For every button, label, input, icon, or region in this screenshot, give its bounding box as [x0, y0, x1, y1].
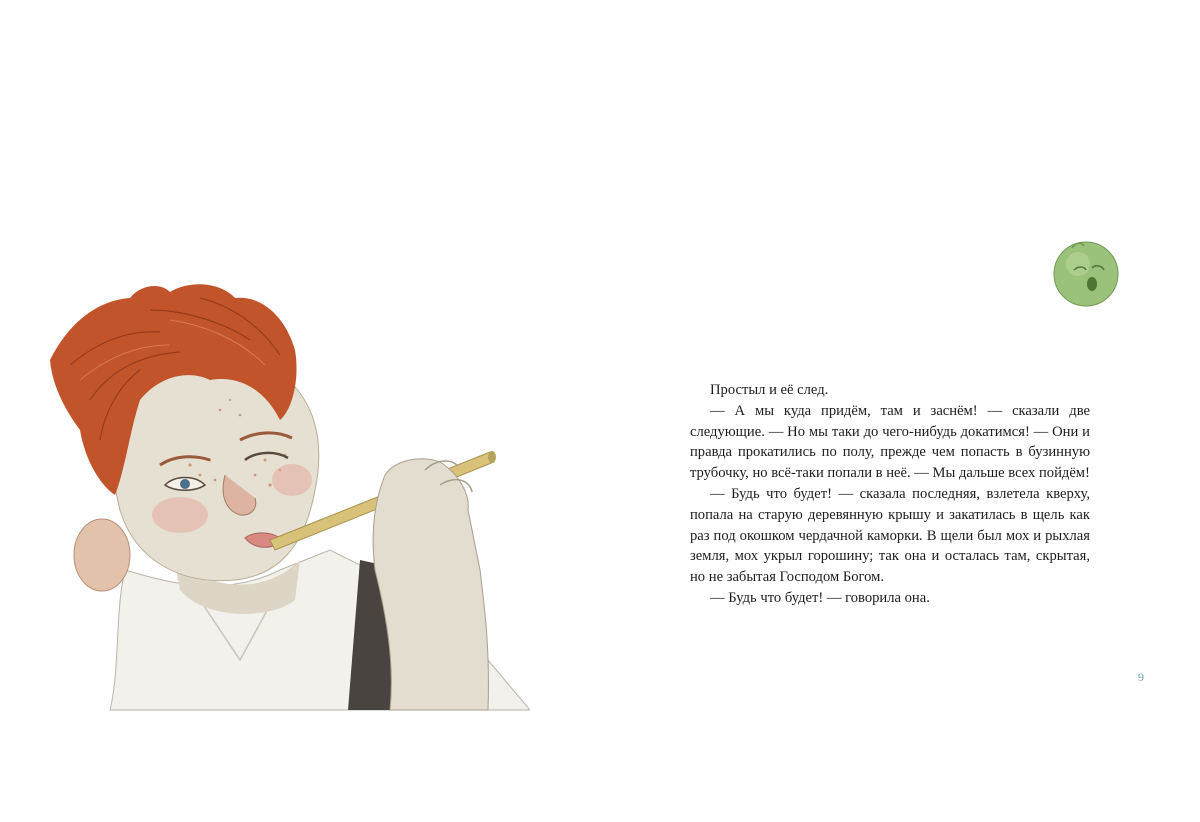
paragraph: — Будь что будет! — сказала последняя, взлетела кверху, попала на старую деревянную крышу и закатилась в щель как раз под окошком чердачной каморки. В щели был мох и рыхлая земля, мох укрыл горошину; так она и осталась там, скрытая, но не забытая Господом Богом. — [690, 485, 1090, 586]
pea-svg — [1050, 236, 1122, 308]
pea-with-face-icon — [1050, 236, 1122, 308]
paragraph: — Будь что будет! — говорила она. — [710, 589, 930, 606]
boy-with-pea-shooter-illustration — [30, 270, 530, 715]
boy-illustration-svg — [30, 270, 530, 715]
page-number: 9 — [1138, 670, 1144, 684]
paragraph: Простыл и её след. — [710, 382, 829, 398]
paragraph: — А мы куда придём, там и заснём! — сказали две следующие. — Но мы таки до чего-нибудь докатимся! — Они и правда прокатились по полу, прежде чем попасть в бузинную трубочку, но всё-таки попали в неё. — Мы дальше всех пойдём! — [690, 402, 1090, 482]
story-text — [690, 380, 1090, 609]
